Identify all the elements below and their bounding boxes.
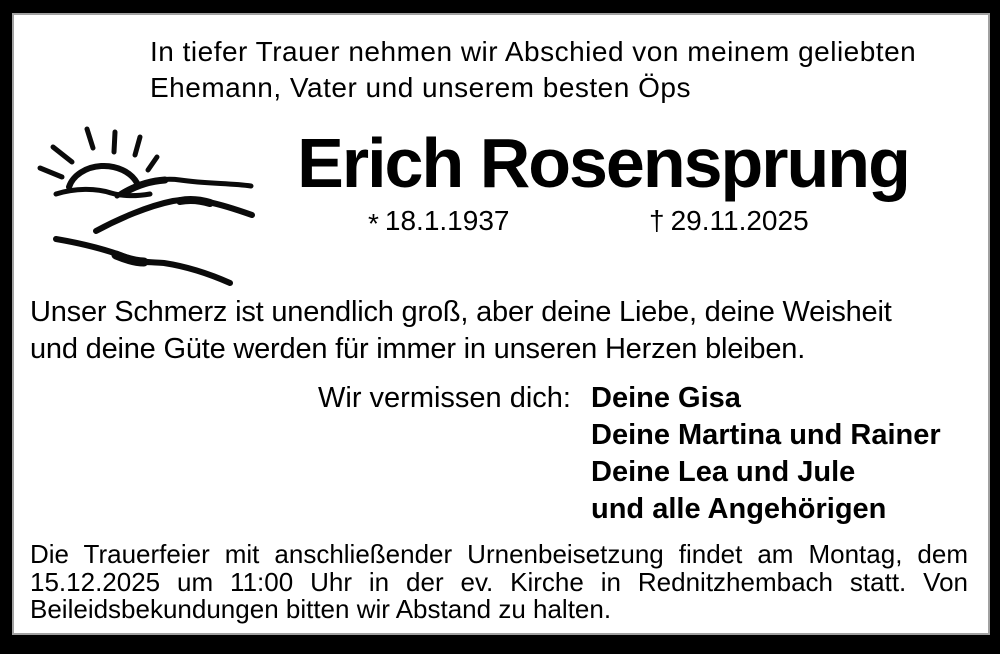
birth-date-value: 18.1.1937 xyxy=(384,205,510,236)
death-date-value: 29.11.2025 xyxy=(670,205,809,236)
funeral-details xyxy=(30,541,968,624)
funeral-line: Die Trauerfeier mit anschließender Urnenbeisetzung findet am Montag, dem xyxy=(30,539,968,569)
mourners-list xyxy=(591,380,941,528)
message-line: und deine Güte werden für immer in unseren Herzen bleiben. xyxy=(30,333,806,365)
intro-line: Ehemann, Vater und unserem besten Öps xyxy=(150,72,691,103)
born-star-symbol: * xyxy=(368,208,379,239)
farewell-label: Wir vermissen dich: xyxy=(318,382,571,414)
funeral-line: Beileidsbekundungen bitten wir Abstand zu halten. xyxy=(30,594,612,624)
mourner-name: Deine Martina und Rainer xyxy=(591,419,941,451)
mourner-name: Deine Gisa xyxy=(591,382,741,414)
intro-line: In tiefer Trauer nehmen wir Abschied von meinem geliebten xyxy=(150,36,917,67)
death-date xyxy=(649,206,809,236)
birth-date xyxy=(368,205,510,239)
message-line: Unser Schmerz ist unendlich groß, aber deine Liebe, deine Weisheit xyxy=(30,296,892,328)
deceased-name: Erich Rosensprung xyxy=(297,124,909,202)
sunrise-over-hills-icon xyxy=(30,120,270,295)
funeral-line: 15.12.2025 um 11:00 Uhr in der ev. Kirche in Rednitzhembach statt. Von xyxy=(30,566,968,597)
intro-text xyxy=(150,34,916,106)
death-cross-symbol: † xyxy=(649,205,665,236)
mourner-name: und alle Angehörigen xyxy=(591,493,887,525)
mourner-name: Deine Lea und Jule xyxy=(591,456,856,488)
condolence-message xyxy=(30,294,892,368)
